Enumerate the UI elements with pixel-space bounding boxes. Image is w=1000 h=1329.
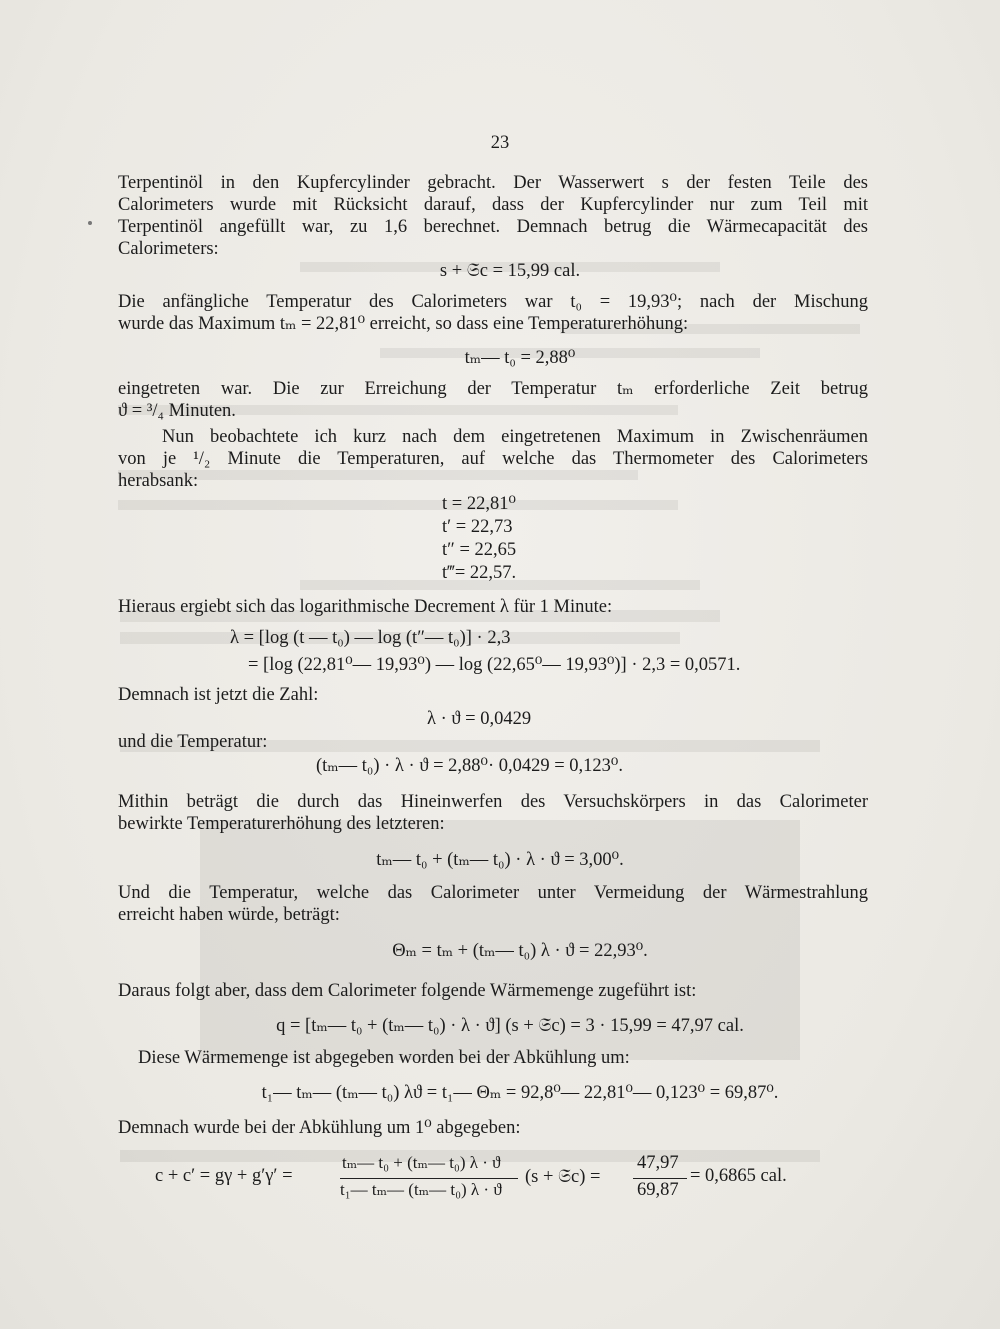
temperature-reading: t′ = 22,73 [442,517,513,537]
final-equation-middle: (s + 𝔖c) = [525,1167,601,1187]
text-line: herabsank: [118,471,199,491]
paragraph-8 [118,791,868,835]
paragraph-7: und die Temperatur: [118,732,268,752]
final-equation-lhs: c + c′ = gγ + g′γ′ = [155,1166,293,1186]
equation-total-rise: tₘ— t₀ + (tₘ— t₀) · λ · ϑ = 3,00⁰. [376,850,624,870]
text-line: Mithin beträgt die durch das Hineinwerfen des Versuchskörpers in das Calorimeter [118,792,868,812]
text-line: Die anfängliche Temperatur des Calorimeters war t₀ = 19,93⁰; nach der Mischung [118,292,868,312]
equation-temperature-rise: tₘ— t₀ = 2,88⁰ [464,348,576,368]
paragraph-4 [118,426,868,492]
text-line: Terpentinöl angefüllt war, zu 1,6 berechnet. Demnach betrug die Wärmecapacität des [118,217,868,237]
fraction-1-denominator: t₁— tₘ— (tₘ— t₀) λ · ϑ [340,1180,502,1199]
margin-speck [88,221,92,225]
paragraph-2 [118,291,868,335]
equation-theta-m: Θₘ = tₘ + (tₘ— t₀) λ · ϑ = 22,93⁰. [392,941,648,961]
fraction-1-bar [340,1178,518,1179]
paragraph-6: Demnach ist jetzt die Zahl: [118,685,319,705]
equation-decrement: λ = [log (t — t₀) — log (t″— t₀)] · 2,3 [230,628,511,648]
text-line: von je ¹/₂ Minute die Temperaturen, auf welche das Thermometer des Calorimeters [118,449,868,469]
text-line: wurde das Maximum tₘ = 22,81⁰ erreicht, so dass eine Temperaturerhöhung: [118,314,689,334]
paragraph-9 [118,882,868,926]
text-line: erreicht haben würde, beträgt: [118,905,340,925]
text-line: Nun beobachtete ich kurz nach dem eingetretenen Maximum in Zwischenräumen [162,427,868,447]
text-line: ϑ = ³/₄ Minuten. [118,401,236,421]
equation-decrement-values: = [log (22,81⁰— 19,93⁰) — log (22,65⁰— 19,93⁰)] · 2,3 = 0,0571. [248,655,741,675]
temperature-reading: t‴= 22,57. [442,563,517,583]
text-line: Calorimeters: [118,239,219,259]
final-equation-rhs: = 0,6865 cal. [690,1166,787,1186]
fraction-2-numerator: 47,97 [637,1153,679,1173]
equation-lambda-theta: λ · ϑ = 0,0429 [427,709,532,729]
equation-heat-quantity: q = [tₘ— t₀ + (tₘ— t₀) · λ · ϑ] (s + 𝔖c) = 3 · 15,99 = 47,97 cal. [276,1016,744,1036]
equation-cooling: t₁— tₘ— (tₘ— t₀) λϑ = t₁— Θₘ = 92,8⁰— 22,81⁰— 0,123⁰ = 69,87⁰. [261,1083,779,1103]
paragraph-3 [118,378,868,422]
temperature-reading: t″ = 22,65 [442,540,517,560]
text-line: Calorimeters wurde mit Rücksicht darauf, dass der Kupfercylinder nur zum Teil mit [118,195,868,215]
paragraph-1 [118,172,868,260]
paragraph-5: Hieraus ergiebt sich das logarithmische Decrement λ für 1 Minute: [118,597,613,617]
page-number: 23 [490,133,510,153]
equation-heat-capacity: s + 𝔖c = 15,99 cal. [439,261,581,281]
paragraph-10: Daraus folgt aber, dass dem Calorimeter folgende Wärmemenge zugeführt ist: [118,981,697,1001]
fraction-1-numerator: tₘ— t₀ + (tₘ— t₀) λ · ϑ [342,1153,501,1172]
text-line: Und die Temperatur, welche das Calorimeter unter Vermeidung der Wärmestrahlung [118,883,868,903]
text-line: Terpentinöl in den Kupfercylinder gebracht. Der Wasserwert s der festen Teile des [118,173,868,193]
paragraph-12: Demnach wurde bei der Abkühlung um 1⁰ abgegeben: [118,1118,521,1138]
text-line: eingetreten war. Die zur Erreichung der Temperatur tₘ erforderliche Zeit betrug [118,379,868,399]
fraction-2-bar [633,1178,687,1179]
equation-correction: (tₘ— t₀) · λ · ϑ = 2,88⁰· 0,0429 = 0,123⁰. [316,756,623,776]
text-line: bewirkte Temperaturerhöhung des letzteren: [118,814,445,834]
temperature-reading: t = 22,81⁰ [442,494,516,514]
fraction-2-denominator: 69,87 [637,1180,679,1200]
paragraph-11: Diese Wärmemenge ist abgegeben worden bei der Abkühlung um: [138,1048,630,1068]
